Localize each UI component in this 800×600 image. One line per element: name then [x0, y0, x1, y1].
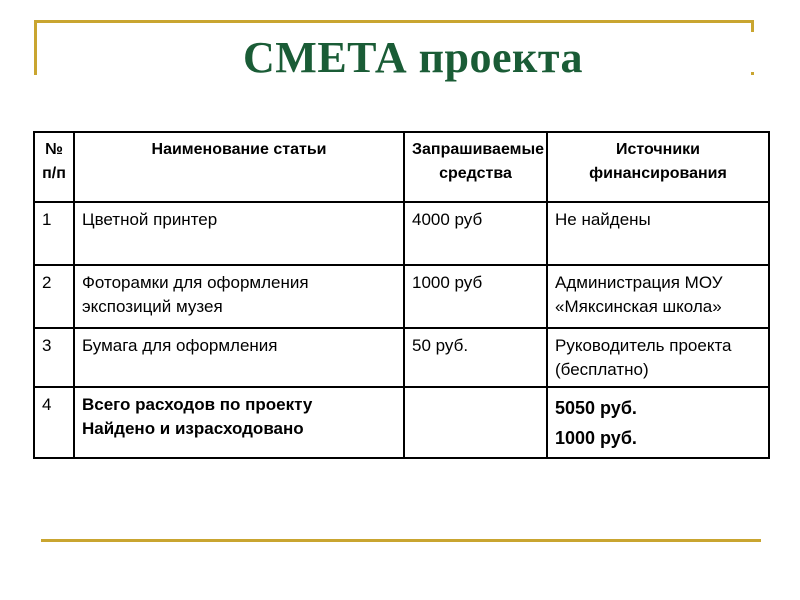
cell-item: Бумага для оформления [74, 328, 404, 387]
cell-amount: 1000 руб [404, 265, 547, 328]
table-row [34, 265, 769, 328]
cell-source: Руководитель проекта (бесплатно) [547, 328, 769, 387]
cell-amount: 4000 руб [404, 202, 547, 265]
cell-source: Администрация МОУ «Мяксинская школа» [547, 265, 769, 328]
table-total-row [34, 387, 769, 458]
table-header-row [34, 132, 769, 202]
header-amount: Запрашиваемые средства [404, 132, 547, 202]
frame-top-line [34, 20, 754, 23]
total-found-label: Найдено и израсходовано [82, 419, 304, 438]
table-row [34, 328, 769, 387]
cell-item: Цветной принтер [74, 202, 404, 265]
cell-number: 3 [34, 328, 74, 387]
cell-number: 1 [34, 202, 74, 265]
slide-title: СМЕТА проекта [243, 33, 583, 82]
table-row [34, 202, 769, 265]
total-expenses-label: Всего расходов по проекту [82, 395, 313, 414]
total-found-value: 1000 руб. [555, 428, 637, 448]
cell-amount: 50 руб. [404, 328, 547, 387]
total-labels [74, 387, 404, 458]
budget-table [33, 131, 770, 459]
cell-number: 2 [34, 265, 74, 328]
total-expenses-value: 5050 руб. [555, 398, 637, 418]
cell-source: Не найдены [547, 202, 769, 265]
cell-item: Фоторамки для оформления экспозиций музея [74, 265, 404, 328]
frame-right-line [751, 20, 754, 32]
header-source: Источники финансирования [547, 132, 769, 202]
header-item: Наименование статьи [74, 132, 404, 202]
header-number: № п/п [34, 132, 74, 202]
total-values [547, 387, 769, 458]
frame-bottom-line [41, 539, 761, 542]
cell-amount [404, 387, 547, 458]
cell-number: 4 [34, 387, 74, 458]
